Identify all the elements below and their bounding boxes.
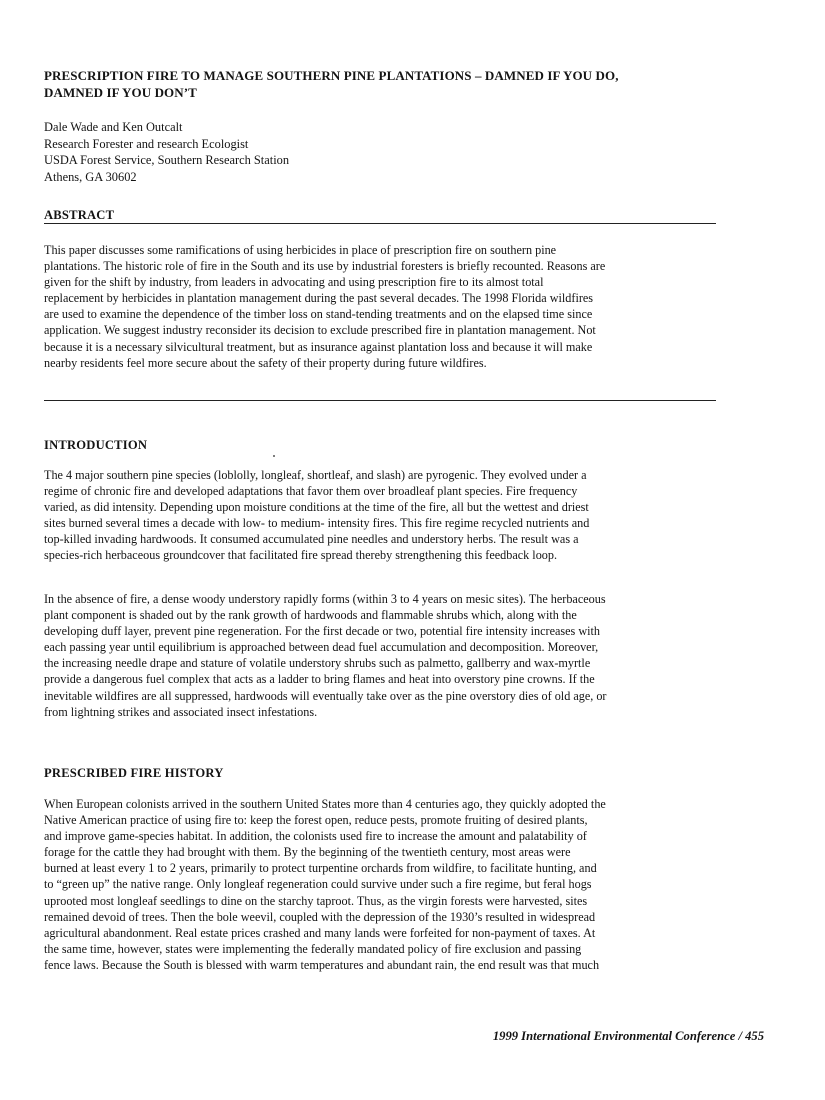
text-line: the same time, however, states were implementing the federally mandated policy of fire exclusion and passing [44, 941, 582, 956]
text-line: provide a dangerous fuel complex that acts as a ladder to bring flames and heat into overstory pine crowns. If the [44, 672, 595, 687]
author-block [44, 119, 289, 185]
text-line: because it is a necessary silvicultural treatment, but as insurance against plantation loss and because it will make [44, 339, 593, 354]
text-line: agricultural abandonment. Real estate prices crashed and many lands were forfeited for non-payment of taxes. At [44, 925, 596, 940]
scan-speck [273, 455, 275, 457]
author-affiliation: USDA Forest Service, Southern Research Station [44, 153, 290, 167]
text-line: This paper discusses some ramifications of using herbicides in place of prescription fire on southern pine [44, 243, 557, 257]
text-line: replacement by herbicides in plantation management during the past several decades. The 1998 Florida wildfires [44, 291, 594, 306]
text-line: given for the shift by industry, from leaders in advocating and using prescription fire to its almost total [44, 275, 544, 290]
title-line: DAMNED IF YOU DON’T [44, 85, 197, 100]
text-line: top-killed invading hardwoods. It consumed accumulated pine needles and understory herbs. The result was a [44, 532, 579, 547]
text-line: fence laws. Because the South is blessed with warm temperatures and abundant rain, the end result was that much [44, 957, 600, 972]
title-line: PRESCRIPTION FIRE TO MANAGE SOUTHERN PINE PLANTATIONS – DAMNED IF YOU DO, [44, 68, 619, 83]
text-line: remained devoid of trees. Then the bole weevil, coupled with the depression of the 1930’s resulted in widespread [44, 909, 596, 924]
text-line: forage for the cattle they had brought with them. By the beginning of the twentieth century, most areas were [44, 845, 571, 860]
text-line: nearby residents feel more secure about the safety of their property during future wildfires. [44, 355, 487, 370]
introduction-paragraph-1 [44, 467, 716, 564]
text-line: each passing year until equilibrium is approached between dead fuel accumulation and decomposition. Moreover, [44, 640, 599, 655]
author-role: Research Forester and research Ecologist [44, 136, 249, 151]
text-line: When European colonists arrived in the southern United States more than 4 centuries ago, they quickly adopted the [44, 797, 606, 811]
text-line: uprooted most longleaf seedlings to dine on the starchy taproot. Thus, as the virgin forests were harvested, sites [44, 893, 588, 908]
paper-title [44, 67, 744, 101]
history-paragraph [44, 796, 716, 973]
introduction-paragraph-2 [44, 591, 716, 720]
text-line: and improve game-species habitat. In addition, the colonists used fire to increase the amount and palatability of [44, 829, 587, 844]
text-line: developing duff layer, prevent pine regeneration. For the first decade or two, potential fire intensity increases with [44, 624, 601, 639]
abstract-heading: ABSTRACT [44, 208, 115, 222]
text-line: regime of chronic fire and developed adaptations that favor them over broadleaf plant species. Fire frequency [44, 484, 578, 499]
text-line: In the absence of fire, a dense woody understory rapidly forms (within 3 to 4 years on mesic sites). The herbaceous [44, 592, 606, 606]
abstract-top-rule [44, 223, 716, 224]
text-line: sites burned several times a decade with low- to medium- intensity fires. This fire regime recycled nutrients and [44, 516, 590, 531]
text-line: from lightning strikes and associated insect infestations. [44, 704, 318, 719]
text-line: inevitable wildfires are all suppressed, hardwoods will eventually take over as the pine overstory dies of old age, or [44, 688, 607, 703]
history-heading: PRESCRIBED FIRE HISTORY [44, 766, 224, 780]
text-line: to “green up” the native range. Only longleaf regeneration could survive under such a fire regime, but feral hogs [44, 877, 592, 892]
text-line: plant component is shaded out by the rank growth of hardwoods and flammable shrubs which, along with the [44, 608, 577, 623]
text-line: are used to examine the dependence of the timber loss on stand-tending treatments and on the elapsed time since [44, 307, 593, 322]
text-line: The 4 major southern pine species (loblolly, longleaf, shortleaf, and slash) are pyrogenic. They evolved under a [44, 468, 587, 482]
text-line: Native American practice of using fire to: keep the forest open, reduce pests, promote fruiting of desired plants, [44, 813, 588, 828]
text-line: application. We suggest industry reconsider its decision to exclude prescribed fire in plantation management. Not [44, 323, 596, 338]
author-names: Dale Wade and Ken Outcalt [44, 120, 183, 134]
abstract-bottom-rule [44, 400, 716, 401]
text-line: plantations. The historic role of fire in the South and its use by industrial foresters is briefly recounted. Reasons are [44, 259, 606, 274]
text-line: burned at least every 1 to 2 years, primarily to protect turpentine orchards from wildfire, to facilitate hunting, and [44, 861, 597, 876]
introduction-heading: INTRODUCTION [44, 438, 148, 452]
author-location: Athens, GA 30602 [44, 169, 137, 184]
text-line: the increasing needle drape and stature of volatile understory shrubs such as palmetto, gallberry and wax-myrtle [44, 656, 591, 671]
text-line: varied, as did intensity. Depending upon moisture conditions at the time of the fire, all but the wettest and driest [44, 500, 589, 515]
page-footer: 1999 International Environmental Conference / 455 [492, 1029, 764, 1043]
text-line: species-rich herbaceous groundcover that facilitated fire spread thereby strengthening this feedback loop. [44, 548, 558, 563]
abstract-body [44, 242, 716, 371]
